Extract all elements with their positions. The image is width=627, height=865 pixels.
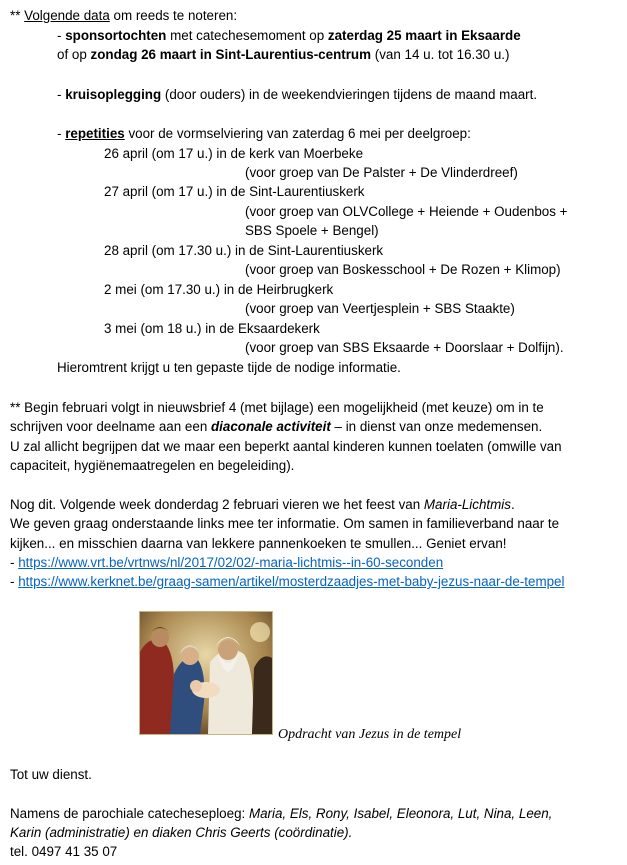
rep-date-3: 28 april (om 17.30 u.) in de Sint-Laurentiuskerk — [104, 243, 384, 258]
sponsor-line-2: of op zondag 26 maart in Sint-Laurentius-centrum (van 14 u. tot 16.30 u.) — [57, 47, 510, 62]
lichtmis-line-3: kijken... en misschien daarna van lekkere pannenkoeken te smullen... Geniet ervan! — [10, 536, 507, 551]
temple-painting-image — [139, 611, 273, 735]
rep-date-1: 26 april (om 17 u.) in de kerk van Moerbeke — [104, 146, 364, 161]
rep-closing: Hieromtrent krijgt u ten gepaste tijde de nodige informatie. — [57, 360, 401, 375]
rep-group-1: (voor groep van De Palster + De Vlinderdreef) — [245, 165, 518, 180]
sponsor-line: - sponsortochten met catechesemoment op zaterdag 25 maart in Eksaarde — [57, 28, 521, 43]
repetities-line: - repetities voor de vormselviering van zaterdag 6 mei per deelgroep: — [57, 126, 471, 141]
vrt-link[interactable]: https://www.vrt.be/vrtnws/nl/2017/02/02/-maria-lichtmis--in-60-seconden — [18, 555, 444, 570]
intro-line: ** Volgende data om reeds te noteren: — [10, 8, 238, 23]
rep-group-3: (voor groep van Boskesschool + De Rozen + Klimop) — [245, 262, 561, 277]
image-caption: Opdracht van Jezus in de tempel — [278, 727, 462, 742]
rep-date-4: 2 mei (om 17.30 u.) in de Heirbrugkerk — [104, 282, 334, 297]
lichtmis-line-1: Nog dit. Volgende week donderdag 2 februari vieren we het feest van Maria-Lichtmis. — [10, 497, 515, 512]
diaconale-line-2: schrijven voor deelname aan een diaconale activiteit – in dienst van onze medemensen. — [10, 419, 543, 434]
link-line-1: - https://www.vrt.be/vrtnws/nl/2017/02/02/-maria-lichtmis--in-60-seconden — [10, 555, 444, 570]
rep-date-5: 3 mei (om 18 u.) in de Eksaardekerk — [104, 321, 320, 336]
team-line-1: Namens de parochiale catecheseploeg: Maria, Els, Rony, Isabel, Eleonora, Lut, Nina, Leen, — [10, 806, 553, 821]
diaconale-line-3: U zal allicht begrijpen dat we maar een beperkt aantal kinderen kunnen toelaten (omwille van — [10, 439, 562, 454]
painting-illustration — [140, 612, 272, 734]
kruis-line: - kruisoplegging (door ouders) in de weekendvieringen tijdens de maand maart. — [57, 87, 538, 102]
team-line-2: Karin (administratie) en diaken Chris Geerts (coördinatie). — [10, 825, 353, 840]
intro-underlined: Volgende data — [24, 8, 110, 23]
rep-group-5: (voor groep van SBS Eksaarde + Doorslaar + Dolfijn). — [245, 340, 564, 355]
diaconale-line-1: ** Begin februari volgt in nieuwsbrief 4 (met bijlage) een mogelijkheid (met keuze) om in te — [10, 400, 544, 415]
link-line-2: - https://www.kerknet.be/graag-samen/artikel/mosterdzaadjes-met-baby-jezus-naar-de-tempel — [10, 574, 565, 589]
tot-uw-dienst: Tot uw dienst. — [10, 767, 92, 782]
rep-group-4: (voor groep van Veertjesplein + SBS Staakte) — [245, 301, 515, 316]
kerknet-link[interactable]: https://www.kerknet.be/graag-samen/artikel/mosterdzaadjes-met-baby-jezus-naar-de-tempel — [18, 574, 565, 589]
rep-group-2b: SBS Spoele + Bengel) — [245, 223, 379, 238]
rep-date-2: 27 april (om 17 u.) in de Sint-Laurentiuskerk — [104, 184, 365, 199]
diaconale-line-4: capaciteit, hygiënemaatregelen en begeleiding). — [10, 458, 295, 473]
lichtmis-line-2: We geven graag onderstaande links mee ter informatie. Om samen in familieverband naar te — [10, 516, 560, 531]
rep-group-2: (voor groep van OLVCollege + Heiende + Oudenbos + — [245, 204, 568, 219]
phone-line: tel. 0497 41 35 07 — [10, 844, 118, 859]
